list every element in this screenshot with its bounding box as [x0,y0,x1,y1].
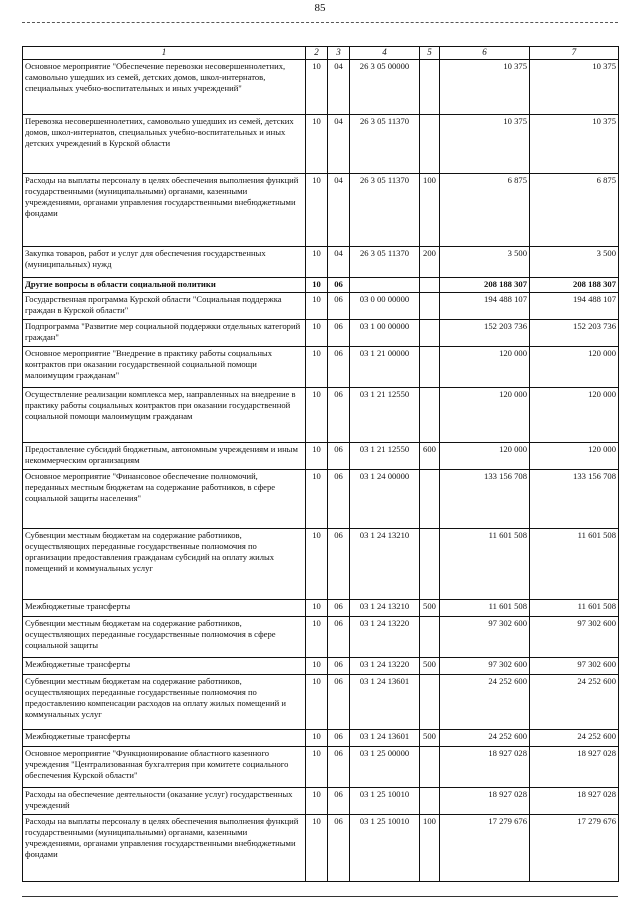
row-v1-cell: 18 927 028 [440,787,530,814]
row-v1-cell: 10 375 [440,59,530,114]
row-name-cell: Расходы на выплаты персоналу в целях обеспечения выполнения функций государственными (муниципальными) органами, казенными учреждениями, органами управления государственными внебюджетными фондами [23,814,306,881]
row-v1-cell: 17 279 676 [440,814,530,881]
row-csr-cell: 03 1 24 13210 [350,528,420,599]
row-vr-cell [420,319,440,346]
row-v2-cell: 10 375 [530,59,619,114]
row-name-cell: Субвенции местным бюджетам на содержание работников, осуществляющих переданные государственные полномочия по организации предоставления гражданам субсидий на оплату жилых помещений и коммунальных услуг [23,528,306,599]
row-name-cell: Перевозка несовершеннолетних, самовольно ушедших из семей, детских домов, школ-интернатов, специальных учебно-воспитательных и иных детских учреждений в Курской области [23,114,306,173]
page-number: 85 [314,2,326,14]
row-csr-cell: 26 3 05 11370 [350,114,420,173]
row-pr-cell: 06 [328,387,350,442]
row-rz-cell: 10 [306,246,328,277]
row-name-cell: Подпрограмма "Развитие мер социальной поддержки отдельных категорий граждан" [23,319,306,346]
row-v2-cell: 3 500 [530,246,619,277]
row-pr-cell: 06 [328,657,350,674]
row-name-cell: Основное мероприятие "Внедрение в практику работы социальных контрактов при оказании государственной социальной помощи малоимущим гражданам" [23,346,306,387]
table-row [23,616,619,657]
row-v1-cell: 208 188 307 [440,277,530,292]
row-csr-cell: 03 1 25 10010 [350,814,420,881]
row-pr-cell: 06 [328,277,350,292]
row-pr-cell: 06 [328,528,350,599]
row-vr-cell: 600 [420,442,440,469]
row-pr-cell: 04 [328,59,350,114]
row-pr-cell: 06 [328,729,350,746]
row-pr-cell: 06 [328,469,350,528]
row-vr-cell [420,616,440,657]
row-v2-cell: 18 927 028 [530,746,619,787]
row-rz-cell: 10 [306,59,328,114]
row-rz-cell: 10 [306,387,328,442]
row-v1-cell: 10 375 [440,114,530,173]
row-csr-cell: 03 1 21 00000 [350,346,420,387]
row-csr-cell: 03 1 24 13220 [350,657,420,674]
row-csr-cell: 26 3 05 00000 [350,59,420,114]
row-pr-cell: 06 [328,599,350,616]
row-pr-cell: 06 [328,346,350,387]
row-vr-cell [420,387,440,442]
header-cell: 1 [23,47,306,60]
row-rz-cell: 10 [306,729,328,746]
row-v2-cell: 208 188 307 [530,277,619,292]
row-rz-cell: 10 [306,814,328,881]
row-v1-cell: 97 302 600 [440,657,530,674]
row-vr-cell [420,292,440,319]
table-row [23,599,619,616]
row-csr-cell: 03 1 24 13601 [350,729,420,746]
header-cell: 6 [440,47,530,60]
row-vr-cell: 500 [420,599,440,616]
table-row [23,387,619,442]
row-v1-cell: 3 500 [440,246,530,277]
row-rz-cell: 10 [306,599,328,616]
row-pr-cell: 04 [328,173,350,246]
row-vr-cell [420,528,440,599]
row-name-cell: Субвенции местным бюджетам на содержание работников, осуществляющих переданные государственные полномочия по предоставлению компенсации расходов на оплату жилых помещений и коммунальных услуг [23,674,306,729]
row-rz-cell: 10 [306,319,328,346]
row-pr-cell: 06 [328,746,350,787]
row-vr-cell [420,277,440,292]
row-rz-cell: 10 [306,114,328,173]
row-pr-cell: 06 [328,814,350,881]
row-rz-cell: 10 [306,657,328,674]
row-csr-cell: 03 1 24 13601 [350,674,420,729]
row-v1-cell: 24 252 600 [440,729,530,746]
table-row [23,319,619,346]
row-csr-cell: 03 1 24 13220 [350,616,420,657]
row-v1-cell: 152 203 736 [440,319,530,346]
row-v1-cell: 133 156 708 [440,469,530,528]
row-rz-cell: 10 [306,616,328,657]
row-rz-cell: 10 [306,787,328,814]
row-pr-cell: 06 [328,442,350,469]
header-cell: 7 [530,47,619,60]
row-name-cell: Субвенции местным бюджетам на содержание работников, осуществляющих переданные государственные полномочия в сфере социальной защиты [23,616,306,657]
table-row [23,277,619,292]
row-name-cell: Расходы на обеспечение деятельности (оказание услуг) государственных учреждений [23,787,306,814]
row-csr-cell: 03 1 24 00000 [350,469,420,528]
row-csr-cell: 26 3 05 11370 [350,246,420,277]
row-v2-cell: 120 000 [530,387,619,442]
row-pr-cell: 04 [328,114,350,173]
budget-table [22,46,619,882]
row-name-cell: Осуществление реализации комплекса мер, направленных на внедрение в практику работы социальных контрактов при оказании государственной социальной помощи малоимущим гражданам [23,387,306,442]
row-v2-cell: 11 601 508 [530,599,619,616]
row-v1-cell: 120 000 [440,387,530,442]
table-row [23,657,619,674]
row-csr-cell: 03 1 00 00000 [350,319,420,346]
row-v2-cell: 10 375 [530,114,619,173]
row-v1-cell: 194 488 107 [440,292,530,319]
row-name-cell: Основное мероприятие "Финансовое обеспечение полномочий, переданных местным бюджетам на содержание работников, в сфере социальной защиты населения" [23,469,306,528]
row-csr-cell: 03 0 00 00000 [350,292,420,319]
row-v2-cell: 17 279 676 [530,814,619,881]
row-name-cell: Другие вопросы в области социальной политики [23,277,306,292]
row-v1-cell: 11 601 508 [440,599,530,616]
table-row [23,246,619,277]
table-row [23,674,619,729]
row-vr-cell: 100 [420,814,440,881]
row-csr-cell: 03 1 21 12550 [350,387,420,442]
row-v2-cell: 97 302 600 [530,616,619,657]
header-cell: 5 [420,47,440,60]
row-vr-cell [420,114,440,173]
row-csr-cell [350,277,420,292]
row-v1-cell: 120 000 [440,442,530,469]
row-v2-cell: 6 875 [530,173,619,246]
row-vr-cell [420,59,440,114]
row-vr-cell: 100 [420,173,440,246]
row-pr-cell: 06 [328,674,350,729]
row-name-cell: Государственная программа Курской области "Социальная поддержка граждан в Курской области" [23,292,306,319]
row-v2-cell: 194 488 107 [530,292,619,319]
row-name-cell: Межбюджетные трансферты [23,599,306,616]
row-rz-cell: 10 [306,674,328,729]
row-vr-cell [420,674,440,729]
table-row [23,787,619,814]
row-vr-cell [420,469,440,528]
row-rz-cell: 10 [306,277,328,292]
row-csr-cell: 03 1 21 12550 [350,442,420,469]
row-csr-cell: 26 3 05 11370 [350,173,420,246]
row-vr-cell: 200 [420,246,440,277]
row-v1-cell: 6 875 [440,173,530,246]
table-row [23,59,619,114]
row-v1-cell: 97 302 600 [440,616,530,657]
table-row [23,114,619,173]
row-name-cell: Межбюджетные трансферты [23,657,306,674]
row-name-cell: Расходы на выплаты персоналу в целях обеспечения выполнения функций государственными (муниципальными) органами, казенными учреждениями, органами управления государственными внебюджетными фондами [23,173,306,246]
table-row [23,528,619,599]
row-vr-cell [420,787,440,814]
row-pr-cell: 06 [328,616,350,657]
row-rz-cell: 10 [306,346,328,387]
row-name-cell: Межбюджетные трансферты [23,729,306,746]
row-v2-cell: 120 000 [530,442,619,469]
row-csr-cell: 03 1 24 13210 [350,599,420,616]
row-pr-cell: 04 [328,246,350,277]
table-row [23,173,619,246]
row-pr-cell: 06 [328,787,350,814]
row-v1-cell: 18 927 028 [440,746,530,787]
row-name-cell: Основное мероприятие "Функционирование областного казенного учреждения "Централизованная бухгалтерия при комитете социального обеспечения Курской области" [23,746,306,787]
row-v2-cell: 24 252 600 [530,729,619,746]
table-row [23,814,619,881]
header-row [23,47,619,60]
row-name-cell: Основное мероприятие "Обеспечение перевозки несовершеннолетних, самовольно ушедших из семей, детских домов, школ-интернатов, специальных учебно-воспитательных и иных учреждений" [23,59,306,114]
row-v1-cell: 120 000 [440,346,530,387]
row-v2-cell: 133 156 708 [530,469,619,528]
row-rz-cell: 10 [306,746,328,787]
table-row [23,346,619,387]
row-v2-cell: 120 000 [530,346,619,387]
row-vr-cell: 500 [420,657,440,674]
row-vr-cell [420,346,440,387]
row-csr-cell: 03 1 25 00000 [350,746,420,787]
top-divider [22,22,618,23]
row-pr-cell: 06 [328,319,350,346]
row-csr-cell: 03 1 25 10010 [350,787,420,814]
row-v1-cell: 24 252 600 [440,674,530,729]
row-rz-cell: 10 [306,442,328,469]
row-rz-cell: 10 [306,292,328,319]
table-row [23,746,619,787]
row-rz-cell: 10 [306,469,328,528]
table-row [23,469,619,528]
row-v2-cell: 24 252 600 [530,674,619,729]
row-rz-cell: 10 [306,173,328,246]
row-name-cell: Закупка товаров, работ и услуг для обеспечения государственных (муниципальных) нужд [23,246,306,277]
header-cell: 3 [328,47,350,60]
table-row [23,729,619,746]
row-vr-cell: 500 [420,729,440,746]
row-v2-cell: 152 203 736 [530,319,619,346]
table-row [23,442,619,469]
row-v2-cell: 18 927 028 [530,787,619,814]
row-v2-cell: 97 302 600 [530,657,619,674]
row-name-cell: Предоставление субсидий бюджетным, автономным учреждениям и иным некоммерческим организациям [23,442,306,469]
row-vr-cell [420,746,440,787]
bottom-divider [22,896,618,897]
row-v2-cell: 11 601 508 [530,528,619,599]
row-v1-cell: 11 601 508 [440,528,530,599]
header-cell: 2 [306,47,328,60]
row-pr-cell: 06 [328,292,350,319]
header-cell: 4 [350,47,420,60]
table-row [23,292,619,319]
row-rz-cell: 10 [306,528,328,599]
